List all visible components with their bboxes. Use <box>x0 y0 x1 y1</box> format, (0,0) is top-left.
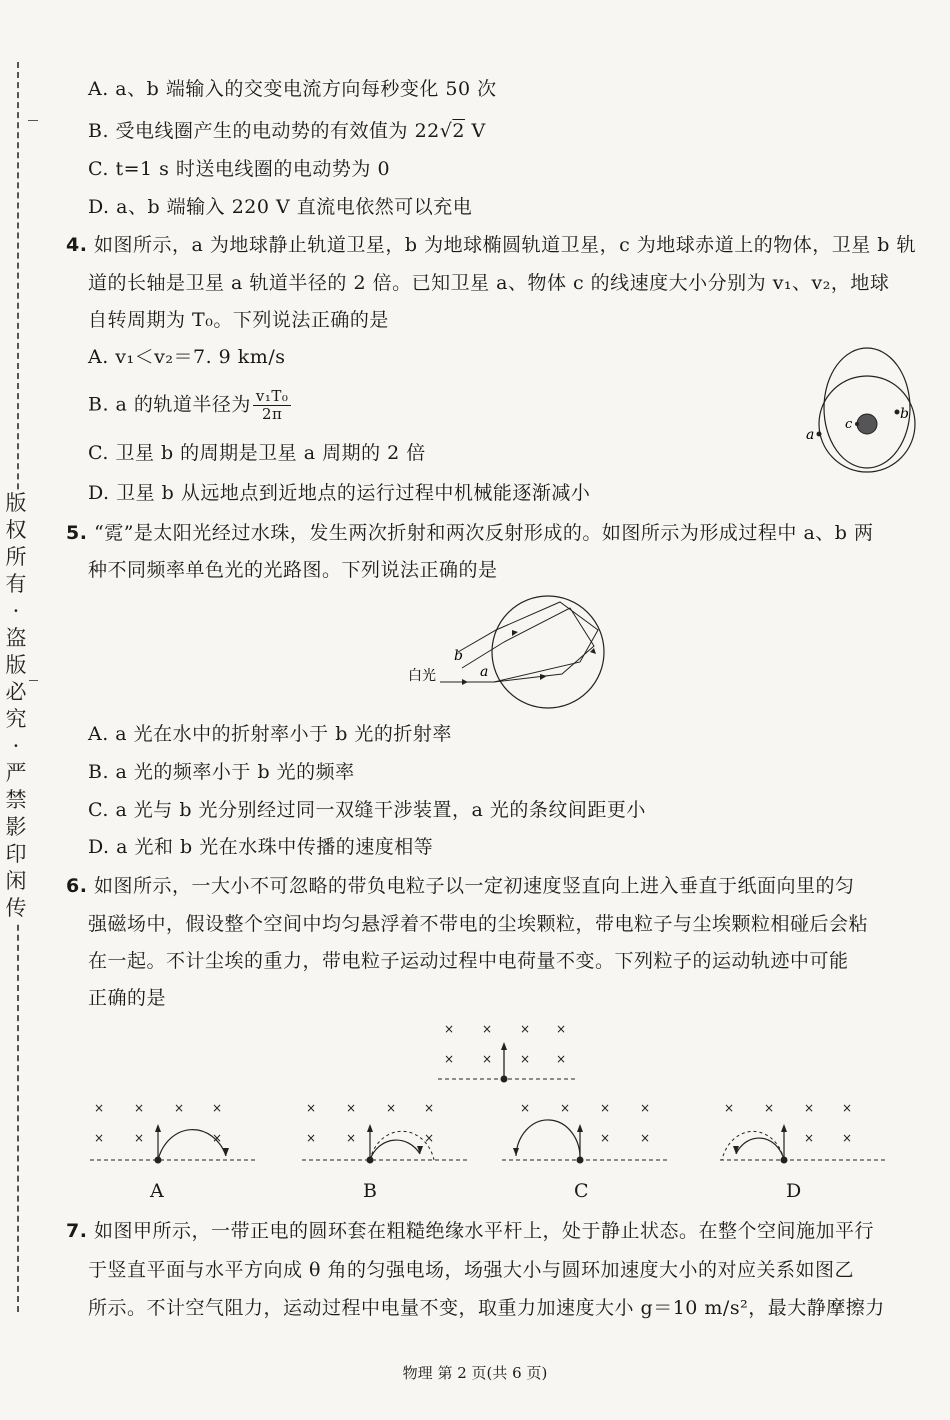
q3-option-b: B. 受电线圈产生的电动势的有效值为 22√2 V <box>88 120 486 142</box>
svg-text:×: × <box>134 1101 145 1115</box>
light-path-diagram <box>400 590 640 720</box>
option-a-diagram <box>88 1096 258 1171</box>
label-c: c <box>845 417 853 432</box>
label-a: a <box>806 427 815 443</box>
svg-text:×: × <box>212 1131 223 1145</box>
option-label-b: B <box>363 1180 377 1202</box>
svg-text:×: × <box>804 1131 815 1145</box>
ray-b <box>458 602 598 682</box>
q4-stem-line-3: 自转周期为 T₀。下列说法正确的是 <box>88 309 389 331</box>
cross-mark: × <box>520 1052 531 1066</box>
q3-option-c: C. t=1 s 时送电线圈的电动势为 0 <box>88 158 391 180</box>
copyright-char: 闲 <box>5 869 27 893</box>
svg-text:×: × <box>600 1131 611 1145</box>
svg-text:×: × <box>386 1101 397 1115</box>
option-d-diagram <box>718 1096 888 1171</box>
copyright-char: 必 <box>5 680 27 704</box>
satellite-b-dot <box>895 410 900 415</box>
cross-mark: × <box>520 1022 531 1036</box>
q6-stem-line-4: 正确的是 <box>88 987 167 1009</box>
q7-stem-line-3: 所示。不计空气阻力，运动过程中电量不变，取重力加速度大小 g＝10 m/s²，最大静摩擦力 <box>88 1297 885 1319</box>
svg-text:×: × <box>424 1101 435 1115</box>
q5-option-a: A. a 光在水中的折射率小于 b 光的折射率 <box>88 723 452 745</box>
q3-option-a: A. a、b 端输入的交变电流方向每秒变化 50 次 <box>88 78 497 100</box>
earth <box>857 414 877 434</box>
cross-mark: × <box>444 1052 455 1066</box>
option-label-c: C <box>574 1180 589 1202</box>
magnetic-field-diagram <box>432 1018 582 1088</box>
copyright-char: · <box>12 734 20 758</box>
label-b: b <box>454 648 463 664</box>
svg-text:×: × <box>520 1101 531 1115</box>
copyright-char: 影 <box>5 815 27 839</box>
copyright-char: 印 <box>5 842 27 866</box>
orbit-b-ellipse <box>824 348 910 468</box>
svg-text:×: × <box>842 1131 853 1145</box>
binding-tick <box>28 120 38 121</box>
svg-text:×: × <box>640 1101 651 1115</box>
q6-stem-line-2: 强磁场中，假设整个空间中均匀悬浮着不带电的尘埃颗粒，带电粒子与尘埃颗粒相碰后会粘 <box>88 913 869 935</box>
q5-stem-line-1: 5. “霓”是太阳光经过水珠，发生两次折射和两次反射形成的。如图所示为形成过程中 a、b 两 <box>66 522 874 544</box>
fraction: $\frac{\text{v₁T₀}}{2\pi}$ <box>253 388 292 423</box>
cross-mark: × <box>444 1022 455 1036</box>
svg-text:×: × <box>764 1101 775 1115</box>
satellite-a-dot <box>817 432 822 437</box>
q7-stem-line-1: 7. 如图甲所示，一带正电的圆环套在粗糙绝缘水平杆上，处于静止状态。在整个空间施加平行 <box>66 1220 875 1242</box>
svg-text:×: × <box>212 1101 223 1115</box>
svg-text:×: × <box>94 1101 105 1115</box>
copyright-notice <box>3 490 29 922</box>
svg-text:×: × <box>724 1101 735 1115</box>
q6-stem-line-1: 6. 如图所示，一大小不可忽略的带负电粒子以一定初速度竖直向上进入垂直于纸面向里的匀 <box>66 875 855 897</box>
cross-mark: × <box>556 1022 567 1036</box>
svg-text:×: × <box>346 1131 357 1145</box>
q6-stem-line-3: 在一起。不计尘埃的重力，带电粒子运动过程中电荷量不变。下列粒子的运动轨迹中可能 <box>88 950 849 972</box>
label-b: b <box>900 406 909 422</box>
copyright-char: 禁 <box>5 788 27 812</box>
svg-text:×: × <box>306 1131 317 1145</box>
q5-stem-line-2: 种不同频率单色光的光路图。下列说法正确的是 <box>88 559 498 581</box>
q4-option-b: B. a 的轨道半径为 $\frac{\text{v₁T₀}}{2\pi}$ <box>88 388 293 423</box>
copyright-char: 盗 <box>5 626 27 650</box>
q4-stem-line-2: 道的长轴是卫星 a 轨道半径的 2 倍。已知卫星 a、物体 c 的线速度大小分别为 v₁、v₂，地球 <box>88 272 890 294</box>
label-a: a <box>480 664 489 680</box>
copyright-char: 严 <box>5 761 27 785</box>
q4-stem-line-1: 4. 如图所示，a 为地球静止轨道卫星，b 为地球椭圆轨道卫星，c 为地球赤道上的物体，卫星 b 轨 <box>66 234 916 256</box>
svg-text:×: × <box>600 1101 611 1115</box>
copyright-char: 究 <box>5 707 27 731</box>
svg-text:×: × <box>94 1131 105 1145</box>
q5-option-b: B. a 光的频率小于 b 光的频率 <box>88 761 355 783</box>
option-label-a: A <box>150 1180 164 1202</box>
q3-option-d: D. a、b 端输入 220 V 直流电依然可以充电 <box>88 196 473 218</box>
q5-option-d: D. a 光和 b 光在水珠中传播的速度相等 <box>88 836 434 858</box>
label-white-light: 白光 <box>408 668 436 684</box>
q4-option-d: D. 卫星 b 从远地点到近地点的运行过程中机械能逐渐减小 <box>88 482 591 504</box>
q5-option-c: C. a 光与 b 光分别经过同一双缝干涉装置，a 光的条纹间距更小 <box>88 799 646 821</box>
cross-mark: × <box>482 1052 493 1066</box>
arrow <box>462 679 468 685</box>
copyright-char: 传 <box>5 896 27 920</box>
svg-text:×: × <box>424 1131 435 1145</box>
copyright-char: 版 <box>5 491 27 515</box>
cross-mark: × <box>482 1022 493 1036</box>
option-b-diagram <box>300 1096 470 1171</box>
copyright-char: 权 <box>5 518 27 542</box>
orbit-diagram <box>805 338 925 488</box>
svg-text:×: × <box>174 1101 185 1115</box>
svg-text:×: × <box>134 1131 145 1145</box>
svg-text:×: × <box>346 1101 357 1115</box>
q4-option-c: C. 卫星 b 的周期是卫星 a 周期的 2 倍 <box>88 442 426 464</box>
q4-option-a: A. v₁＜v₂＝7. 9 km/s <box>88 346 286 368</box>
cross-mark: × <box>556 1052 567 1066</box>
svg-text:×: × <box>306 1101 317 1115</box>
arrow-head <box>501 1042 507 1050</box>
svg-text:×: × <box>560 1101 571 1115</box>
binding-tick <box>28 680 38 681</box>
copyright-char: 版 <box>5 653 27 677</box>
q7-stem-line-2: 于竖直平面与水平方向成 θ 角的匀强电场，场强大小与圆环加速度大小的对应关系如图乙 <box>88 1259 855 1281</box>
arrow <box>540 674 547 680</box>
svg-text:×: × <box>640 1131 651 1145</box>
option-label-d: D <box>786 1180 802 1202</box>
svg-text:×: × <box>804 1101 815 1115</box>
copyright-char: · <box>12 599 20 623</box>
object-c-dot <box>855 422 859 426</box>
svg-text:×: × <box>842 1101 853 1115</box>
particle <box>501 1076 508 1083</box>
copyright-char: 所 <box>5 545 27 569</box>
page-footer: 物理 第 2 页(共 6 页) <box>402 1364 548 1382</box>
copyright-char: 有 <box>5 572 27 596</box>
option-c-diagram <box>500 1096 670 1171</box>
